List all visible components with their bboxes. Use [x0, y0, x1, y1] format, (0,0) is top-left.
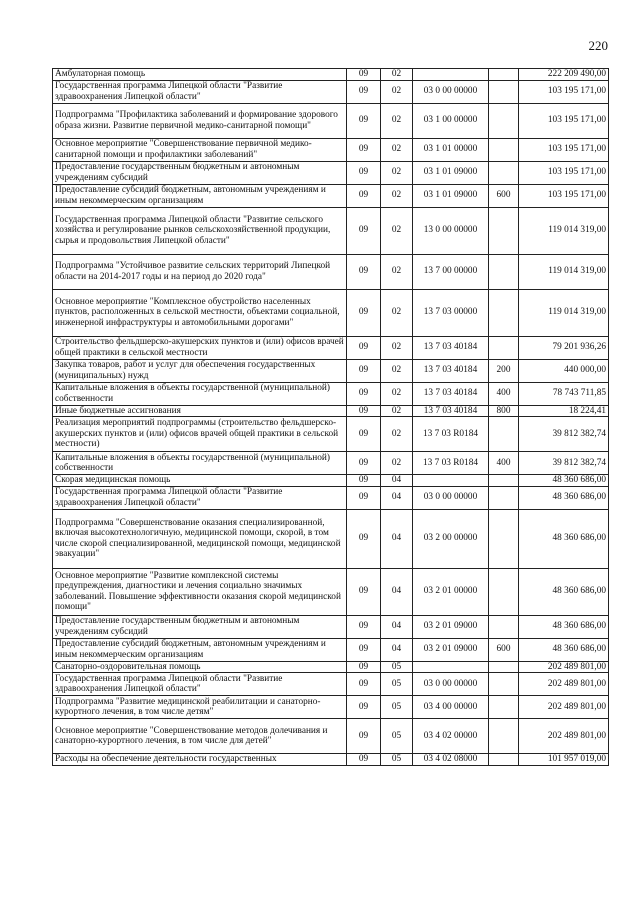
expense-name-cell: Государственная программа Липецкой области "Развитие здравоохранения Липецкой области"	[53, 80, 347, 103]
section-code-cell: 09	[347, 615, 381, 638]
amount-cell: 48 360 686,00	[519, 615, 609, 638]
amount-cell: 103 195 171,00	[519, 161, 609, 184]
amount-cell: 222 209 490,00	[519, 69, 609, 81]
expense-type-code-cell	[489, 615, 519, 638]
expense-name-cell: Подпрограмма "Развитие медицинской реабилитации и санаторно-курортного лечения, в том числе детям"	[53, 696, 347, 719]
expense-type-code-cell	[489, 138, 519, 161]
amount-cell: 202 489 801,00	[519, 661, 609, 673]
expense-type-code-cell	[489, 103, 519, 138]
subsection-code-cell: 04	[381, 568, 413, 615]
amount-cell: 79 201 936,26	[519, 336, 609, 359]
expense-type-code-cell	[489, 486, 519, 509]
section-code-cell: 09	[347, 696, 381, 719]
subsection-code-cell: 02	[381, 138, 413, 161]
table-row	[53, 673, 609, 696]
expense-type-code-cell	[489, 336, 519, 359]
table-row	[53, 359, 609, 382]
budget-table-body	[53, 69, 609, 766]
expense-type-code-cell	[489, 661, 519, 673]
subsection-code-cell: 04	[381, 475, 413, 487]
subsection-code-cell: 04	[381, 486, 413, 509]
expense-type-code-cell	[489, 673, 519, 696]
subsection-code-cell: 05	[381, 661, 413, 673]
table-row	[53, 382, 609, 405]
amount-cell: 440 000,00	[519, 359, 609, 382]
expense-type-code-cell	[489, 509, 519, 568]
amount-cell: 202 489 801,00	[519, 696, 609, 719]
section-code-cell: 09	[347, 80, 381, 103]
expense-type-code-cell	[489, 754, 519, 766]
section-code-cell: 09	[347, 405, 381, 417]
section-code-cell: 09	[347, 69, 381, 81]
expense-name-cell: Государственная программа Липецкой области "Развитие здравоохранения Липецкой области"	[53, 486, 347, 509]
amount-cell: 103 195 171,00	[519, 80, 609, 103]
expense-name-cell: Предоставление субсидий бюджетным, автономным учреждениям и иным некоммерческим организациям	[53, 184, 347, 207]
target-article-code-cell: 03 1 01 09000	[413, 184, 489, 207]
expense-name-cell: Основное мероприятие "Совершенствование первичной медико-санитарной помощи и профилактики заболеваний"	[53, 138, 347, 161]
amount-cell: 101 957 019,00	[519, 754, 609, 766]
expense-type-code-cell	[489, 80, 519, 103]
section-code-cell: 09	[347, 336, 381, 359]
subsection-code-cell: 02	[381, 382, 413, 405]
target-article-code-cell	[413, 661, 489, 673]
target-article-code-cell: 13 7 03 00000	[413, 289, 489, 336]
subsection-code-cell: 02	[381, 80, 413, 103]
target-article-code-cell: 03 1 01 00000	[413, 138, 489, 161]
target-article-code-cell: 13 7 03 40184	[413, 336, 489, 359]
expense-name-cell: Санаторно-оздоровительная помощь	[53, 661, 347, 673]
section-code-cell: 09	[347, 138, 381, 161]
amount-cell: 119 014 319,00	[519, 207, 609, 254]
expense-name-cell: Основное мероприятие "Комплексное обустройство населенных пунктов, расположенных в сельской местности, объектами социальной, инженерной инфраструктуры и автомобильными дорогами"	[53, 289, 347, 336]
amount-cell: 39 812 382,74	[519, 452, 609, 475]
target-article-code-cell: 03 4 02 00000	[413, 719, 489, 754]
target-article-code-cell: 03 1 00 00000	[413, 103, 489, 138]
section-code-cell: 09	[347, 254, 381, 289]
subsection-code-cell: 04	[381, 509, 413, 568]
section-code-cell: 09	[347, 509, 381, 568]
subsection-code-cell: 02	[381, 289, 413, 336]
amount-cell: 39 812 382,74	[519, 417, 609, 452]
section-code-cell: 09	[347, 452, 381, 475]
section-code-cell: 09	[347, 382, 381, 405]
target-article-code-cell: 13 0 00 00000	[413, 207, 489, 254]
subsection-code-cell: 02	[381, 452, 413, 475]
expense-type-code-cell	[489, 207, 519, 254]
expense-type-code-cell	[489, 417, 519, 452]
expense-type-code-cell: 800	[489, 405, 519, 417]
subsection-code-cell: 02	[381, 417, 413, 452]
table-row	[53, 336, 609, 359]
expense-type-code-cell	[489, 69, 519, 81]
section-code-cell: 09	[347, 661, 381, 673]
target-article-code-cell: 03 0 00 00000	[413, 673, 489, 696]
table-row	[53, 207, 609, 254]
section-code-cell: 09	[347, 184, 381, 207]
table-row	[53, 405, 609, 417]
expense-name-cell: Строительство фельдшерско-акушерских пунктов и (или) офисов врачей общей практики в сельской местности	[53, 336, 347, 359]
table-row	[53, 289, 609, 336]
amount-cell: 202 489 801,00	[519, 673, 609, 696]
subsection-code-cell: 02	[381, 359, 413, 382]
expense-name-cell: Государственная программа Липецкой области "Развитие сельского хозяйства и регулирование рынков сельскохозяйственной продукции, сырья и продовольствия Липецкой области"	[53, 207, 347, 254]
expense-type-code-cell: 600	[489, 184, 519, 207]
expense-name-cell: Подпрограмма "Совершенствование оказания специализированной, включая высокотехнологичную, медицинской помощи, скорой, в том числе скорой специализированной, медицинской помощи, медицинской эвакуации"	[53, 509, 347, 568]
expense-name-cell: Предоставление государственным бюджетным и автономным учреждениям субсидий	[53, 615, 347, 638]
target-article-code-cell: 03 0 00 00000	[413, 486, 489, 509]
table-row	[53, 417, 609, 452]
amount-cell: 202 489 801,00	[519, 719, 609, 754]
table-row	[53, 184, 609, 207]
table-row	[53, 615, 609, 638]
expense-name-cell: Реализация мероприятий подпрограммы (строительство фельдшерско-акушерских пунктов и (или) офисов врачей общей практики в сельской местности)	[53, 417, 347, 452]
table-row	[53, 568, 609, 615]
table-row	[53, 719, 609, 754]
section-code-cell: 09	[347, 359, 381, 382]
expense-name-cell: Амбулаторная помощь	[53, 69, 347, 81]
expense-name-cell: Закупка товаров, работ и услуг для обеспечения государственных (муниципальных) нужд	[53, 359, 347, 382]
section-code-cell: 09	[347, 719, 381, 754]
expense-name-cell: Подпрограмма "Профилактика заболеваний и формирование здорового образа жизни. Развитие первичной медико-санитарной помощи"	[53, 103, 347, 138]
target-article-code-cell: 03 2 00 00000	[413, 509, 489, 568]
subsection-code-cell: 02	[381, 69, 413, 81]
target-article-code-cell	[413, 69, 489, 81]
target-article-code-cell: 13 7 03 R0184	[413, 452, 489, 475]
section-code-cell: 09	[347, 417, 381, 452]
budget-table	[52, 68, 609, 766]
expense-type-code-cell	[489, 289, 519, 336]
section-code-cell: 09	[347, 207, 381, 254]
amount-cell: 18 224,41	[519, 405, 609, 417]
page-number: 220	[588, 38, 608, 53]
subsection-code-cell: 05	[381, 696, 413, 719]
expense-name-cell: Основное мероприятие "Совершенствование методов долечивания и санаторно-курортного лечения, в том числе для детей"	[53, 719, 347, 754]
expense-type-code-cell: 200	[489, 359, 519, 382]
target-article-code-cell: 13 7 00 00000	[413, 254, 489, 289]
target-article-code-cell: 03 1 01 09000	[413, 161, 489, 184]
expense-type-code-cell	[489, 254, 519, 289]
expense-type-code-cell	[489, 161, 519, 184]
subsection-code-cell: 02	[381, 184, 413, 207]
table-row	[53, 486, 609, 509]
expense-type-code-cell: 400	[489, 382, 519, 405]
table-row	[53, 475, 609, 487]
section-code-cell: 09	[347, 673, 381, 696]
amount-cell: 48 360 686,00	[519, 638, 609, 661]
table-row	[53, 696, 609, 719]
table-row	[53, 638, 609, 661]
amount-cell: 48 360 686,00	[519, 509, 609, 568]
expense-type-code-cell	[489, 568, 519, 615]
target-article-code-cell	[413, 475, 489, 487]
expense-name-cell: Капитальные вложения в объекты государственной (муниципальной) собственности	[53, 382, 347, 405]
expense-type-code-cell	[489, 719, 519, 754]
expense-name-cell: Скорая медицинская помощь	[53, 475, 347, 487]
amount-cell: 48 360 686,00	[519, 475, 609, 487]
expense-type-code-cell: 400	[489, 452, 519, 475]
subsection-code-cell: 05	[381, 673, 413, 696]
table-row	[53, 138, 609, 161]
subsection-code-cell: 05	[381, 719, 413, 754]
expense-type-code-cell	[489, 475, 519, 487]
amount-cell: 119 014 319,00	[519, 254, 609, 289]
expense-name-cell: Государственная программа Липецкой области "Развитие здравоохранения Липецкой области"	[53, 673, 347, 696]
expense-name-cell: Основное мероприятие "Развитие комплексной системы предупреждения, диагностики и лечения социально значимых заболеваний. Повышение эффективности оказания скорой медицинской помощи"	[53, 568, 347, 615]
target-article-code-cell: 13 7 03 40184	[413, 405, 489, 417]
target-article-code-cell: 03 4 02 08000	[413, 754, 489, 766]
target-article-code-cell: 03 2 01 00000	[413, 568, 489, 615]
amount-cell: 78 743 711,85	[519, 382, 609, 405]
table-row	[53, 103, 609, 138]
amount-cell: 48 360 686,00	[519, 568, 609, 615]
target-article-code-cell: 13 7 03 R0184	[413, 417, 489, 452]
section-code-cell: 09	[347, 103, 381, 138]
target-article-code-cell: 13 7 03 40184	[413, 382, 489, 405]
target-article-code-cell: 13 7 03 40184	[413, 359, 489, 382]
amount-cell: 103 195 171,00	[519, 103, 609, 138]
section-code-cell: 09	[347, 289, 381, 336]
subsection-code-cell: 04	[381, 615, 413, 638]
section-code-cell: 09	[347, 161, 381, 184]
table-row	[53, 509, 609, 568]
section-code-cell: 09	[347, 475, 381, 487]
table-row	[53, 452, 609, 475]
subsection-code-cell: 02	[381, 103, 413, 138]
table-row	[53, 80, 609, 103]
target-article-code-cell: 03 2 01 09000	[413, 638, 489, 661]
table-row	[53, 754, 609, 766]
amount-cell: 48 360 686,00	[519, 486, 609, 509]
subsection-code-cell: 02	[381, 336, 413, 359]
table-row	[53, 661, 609, 673]
section-code-cell: 09	[347, 638, 381, 661]
subsection-code-cell: 02	[381, 405, 413, 417]
target-article-code-cell: 03 2 01 09000	[413, 615, 489, 638]
expense-name-cell: Подпрограмма "Устойчивое развитие сельских территорий Липецкой области на 2014-2017 годы и на период до 2020 года"	[53, 254, 347, 289]
table-row	[53, 254, 609, 289]
subsection-code-cell: 05	[381, 754, 413, 766]
subsection-code-cell: 02	[381, 207, 413, 254]
expense-name-cell: Иные бюджетные ассигнования	[53, 405, 347, 417]
amount-cell: 103 195 171,00	[519, 184, 609, 207]
expense-type-code-cell: 600	[489, 638, 519, 661]
table-row	[53, 161, 609, 184]
amount-cell: 119 014 319,00	[519, 289, 609, 336]
target-article-code-cell: 03 4 00 00000	[413, 696, 489, 719]
subsection-code-cell: 02	[381, 161, 413, 184]
subsection-code-cell: 02	[381, 254, 413, 289]
section-code-cell: 09	[347, 486, 381, 509]
expense-name-cell: Расходы на обеспечение деятельности государственных	[53, 754, 347, 766]
expense-name-cell: Предоставление государственным бюджетным и автономным учреждениям субсидий	[53, 161, 347, 184]
expense-name-cell: Капитальные вложения в объекты государственной (муниципальной) собственности	[53, 452, 347, 475]
expense-type-code-cell	[489, 696, 519, 719]
section-code-cell: 09	[347, 754, 381, 766]
subsection-code-cell: 04	[381, 638, 413, 661]
section-code-cell: 09	[347, 568, 381, 615]
table-row	[53, 69, 609, 81]
amount-cell: 103 195 171,00	[519, 138, 609, 161]
expense-name-cell: Предоставление субсидий бюджетным, автономным учреждениям и иным некоммерческим организациям	[53, 638, 347, 661]
target-article-code-cell: 03 0 00 00000	[413, 80, 489, 103]
